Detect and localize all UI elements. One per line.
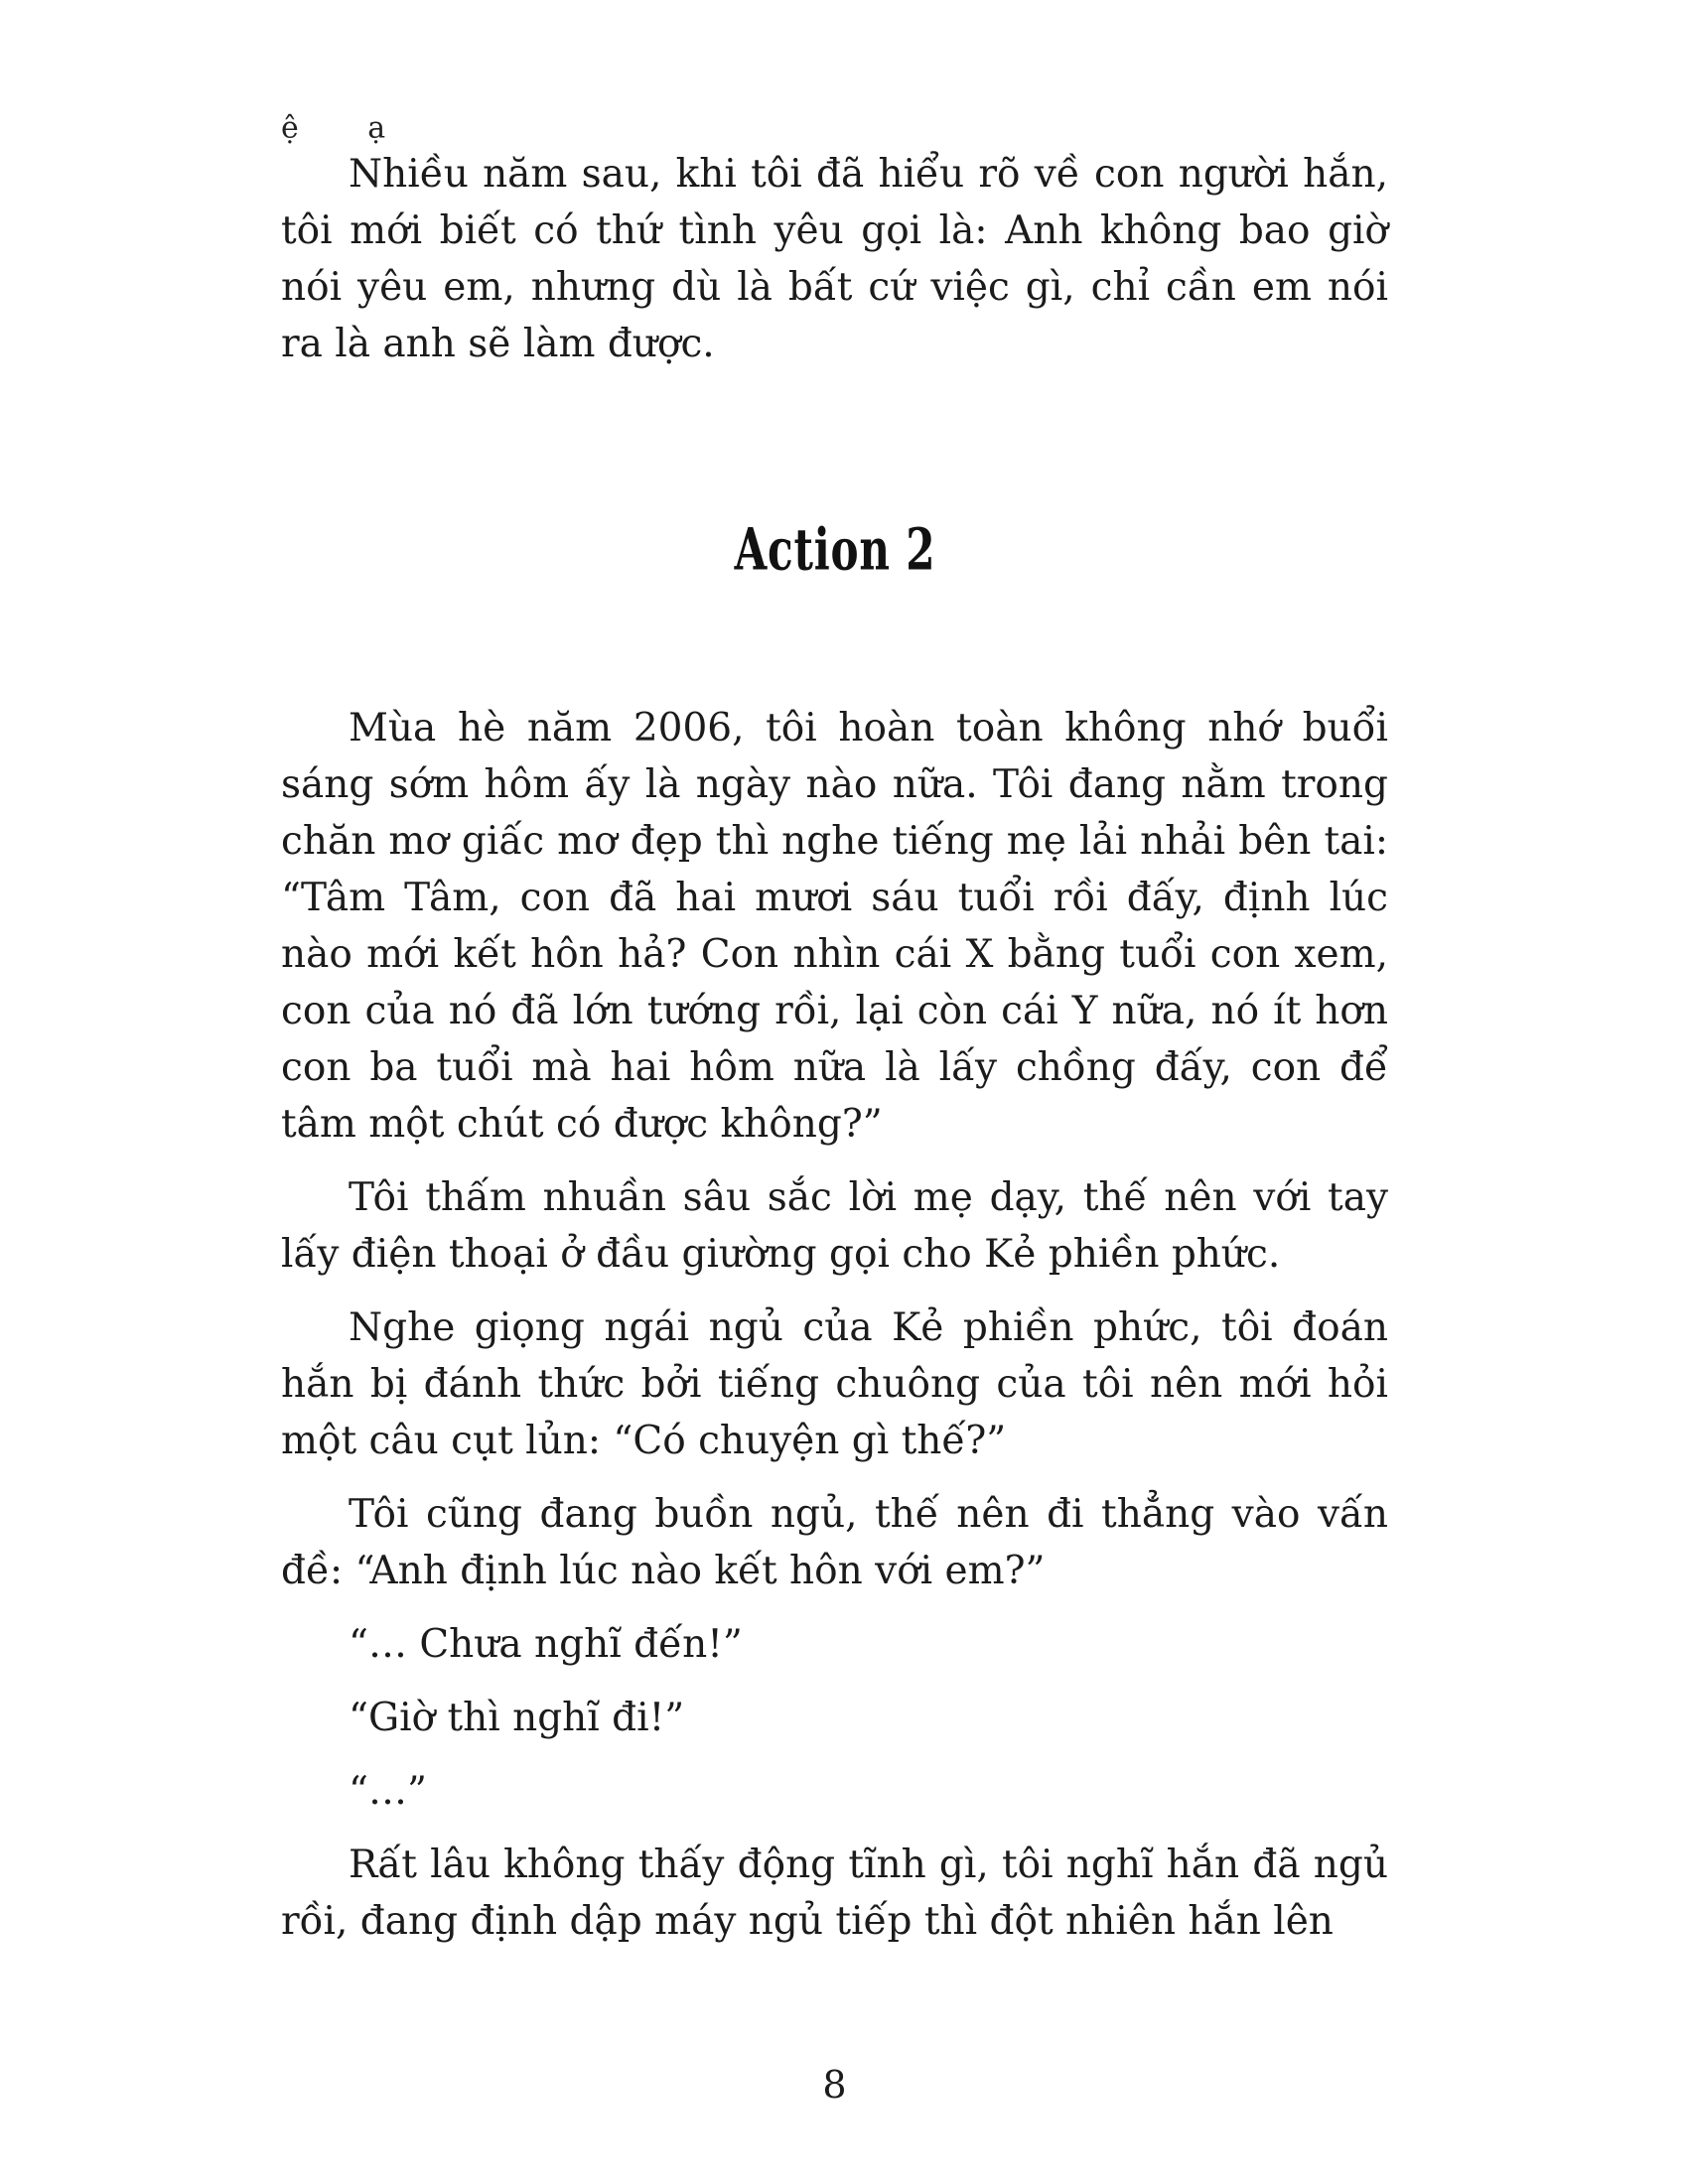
- intro-paragraph: Nhiều năm sau, khi tôi đã hiểu rõ về con người hắn, tôi mới biết có thứ tình yêu gọi là: Anh không bao giờ nói yêu em, nhưng dù là bất cứ việc gì, chỉ cần em nói ra là anh sẽ làm được.: [281, 152, 1388, 366]
- paragraph-8: Rất lâu không thấy động tĩnh gì, tôi nghĩ hắn đã ngủ rồi, đang định dập máy ngủ tiếp thì đột nhiên hắn lên: [281, 1843, 1388, 1944]
- header-ornament: ệ ạ: [281, 111, 416, 146]
- paragraph-2: Tôi thấm nhuần sâu sắc lời mẹ dạy, thế nên với tay lấy điện thoại ở đầu giường gọi cho Kẻ phiền phức.: [281, 1175, 1388, 1277]
- paragraph-6-dialogue: “Giờ thì nghĩ đi!”: [349, 1696, 685, 1740]
- chapter-title: Action 2: [734, 514, 935, 584]
- paragraph-5-dialogue: “… Chưa nghĩ đến!”: [349, 1622, 743, 1667]
- paragraph-7-dialogue: “…”: [349, 1769, 427, 1814]
- paragraph-4: Tôi cũng đang buồn ngủ, thế nên đi thẳng vào vấn đề: “Anh định lúc nào kết hôn với em?”: [281, 1492, 1388, 1593]
- paragraph-3: Nghe giọng ngái ngủ của Kẻ phiền phức, tôi đoán hắn bị đánh thức bởi tiếng chuông của tôi nên mới hỏi một câu cụt lủn: “Có chuyện gì thế?”: [281, 1305, 1388, 1463]
- page-number: 8: [822, 2063, 847, 2107]
- page-content: [281, 0, 1388, 1967]
- paragraph-1: Mùa hè năm 2006, tôi hoàn toàn không nhớ buổi sáng sớm hôm ấy là ngày nào nữa. Tôi đang nằm trong chăn mơ giấc mơ đẹp thì nghe tiếng mẹ lải nhải bên tai: “Tâm Tâm, con đã hai mươi sáu tuổi rồi đấy, định lúc nào mới kết hôn hả? Con nhìn cái X bằng tuổi con xem, con của nó đã lớn tướng rồi, lại còn cái Y nữa, nó ít hơn con ba tuổi mà hai hôm nữa là lấy chồng đấy, con để tâm một chút có được không?”: [281, 706, 1388, 1147]
- chapter-heading: [281, 514, 1388, 584]
